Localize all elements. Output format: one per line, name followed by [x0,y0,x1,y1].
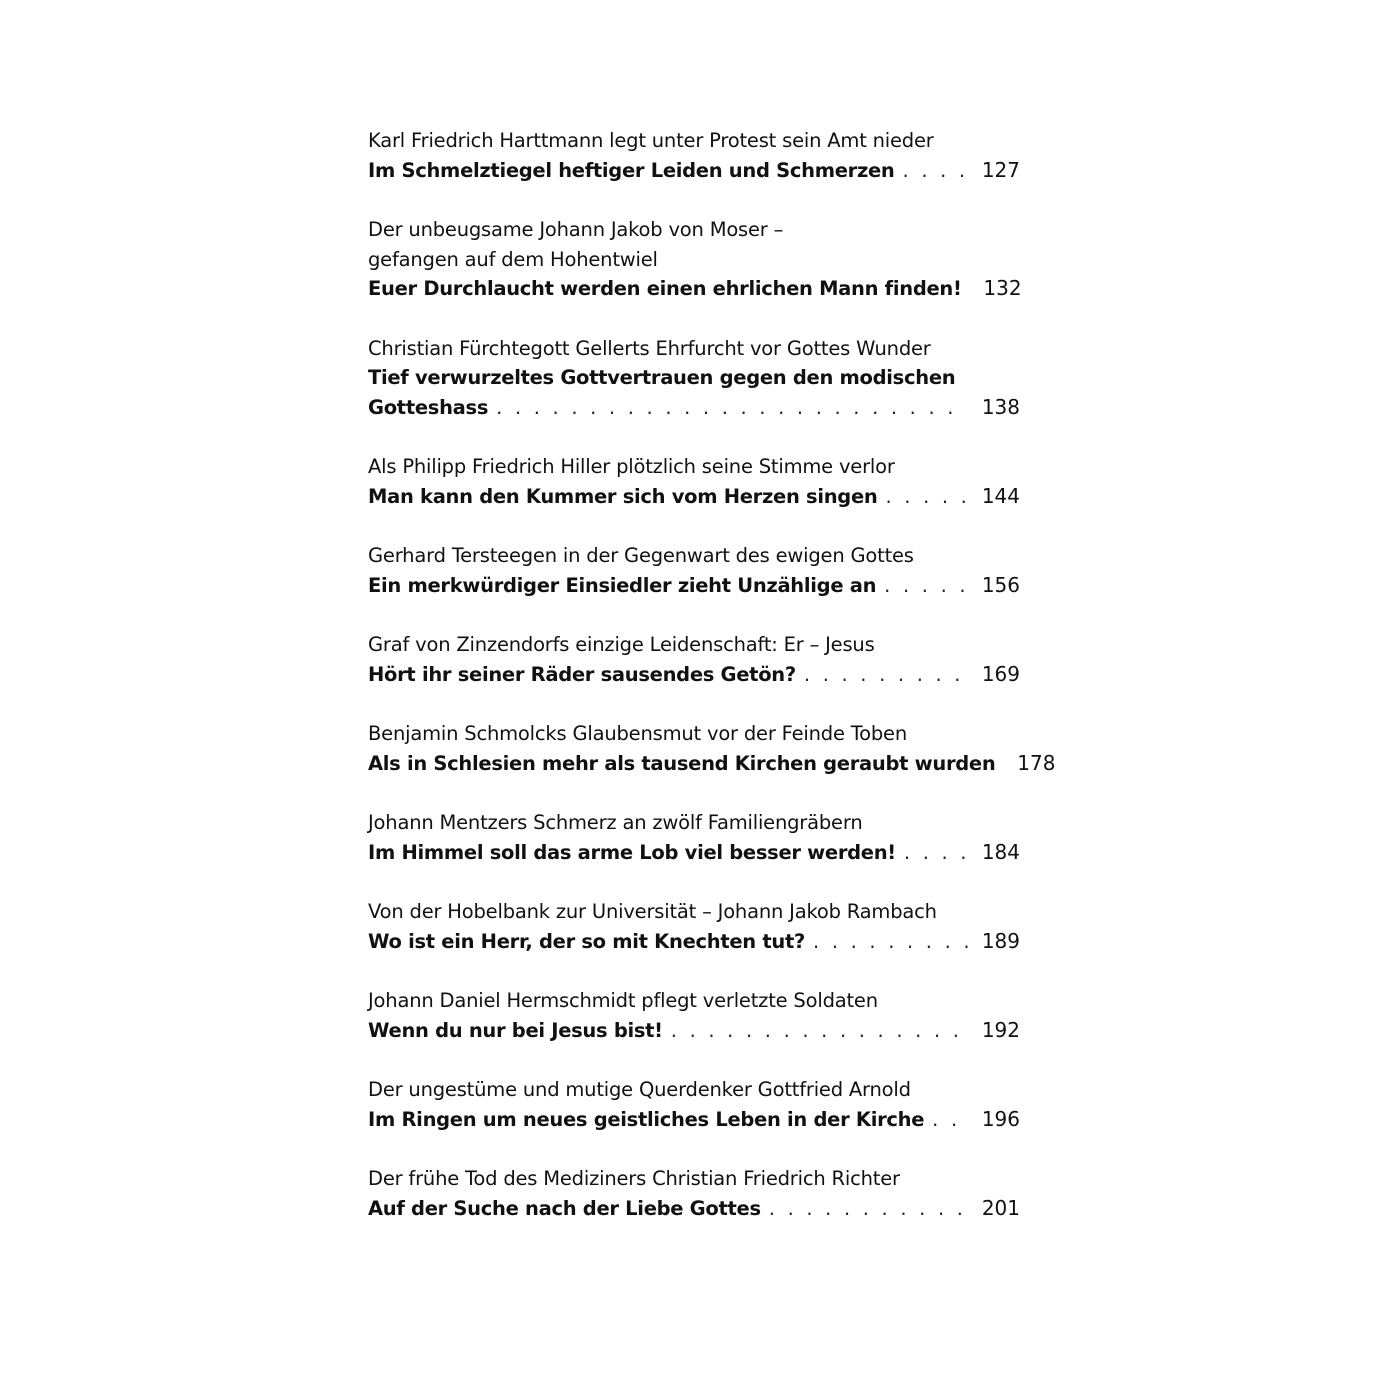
dot-leader [904,838,968,868]
toc-entry [368,541,1020,600]
page-number: 192 [981,1017,1020,1042]
toc-entry [368,719,1056,778]
toc-entry [368,452,1020,511]
entry-title-row [368,482,1020,512]
entry-title: Im Himmel soll das arme Lob viel besser werden! [368,840,896,864]
entry-title: Gotteshass [368,395,489,419]
dot-leader [884,571,968,601]
entry-title-row [368,571,1020,601]
entry-subtitle: Johann Daniel Hermschmidt pflegt verletzte Soldaten [368,989,878,1012]
table-of-contents [368,126,1056,1253]
entry-title-row [368,156,1020,186]
page-number: 132 [983,276,1022,300]
dot-leader [671,1016,968,1046]
toc-entry [368,986,1020,1045]
entry-title-row [368,660,1020,690]
page-number: 169 [981,661,1020,686]
entry-title: Im Ringen um neues geistliches Leben in der Kirche [368,1107,925,1131]
toc-entry [368,1164,1020,1223]
page-number: 184 [981,839,1020,864]
page-number: 201 [981,1195,1020,1220]
entry-title: Euer Durchlaucht werden einen ehrlichen Mann finden! [368,277,962,300]
page-number: 178 [1017,750,1056,775]
page-number: 127 [981,157,1020,182]
entry-subtitle: Graf von Zinzendorfs einzige Leidenschaft: Er – Jesus [368,633,875,656]
entry-subtitle: Der ungestüme und mutige Querdenker Gottfried Arnold [368,1078,911,1101]
entry-subtitle: Christian Fürchtegott Gellerts Ehrfurcht vor Gottes Wunder [368,336,931,360]
page-number: 189 [981,928,1020,953]
entry-title: Man kann den Kummer sich vom Herzen singen [368,484,878,508]
entry-title: Hört ihr seiner Räder sausendes Getön? [368,662,796,686]
entry-title-row [368,1194,1020,1224]
entry-title-row [368,1016,1020,1046]
toc-entry [368,215,1020,304]
entry-subtitle: Als Philipp Friedrich Hiller plötzlich seine Stimme verlor [368,455,895,478]
entry-title: Auf der Suche nach der Liebe Gottes [368,1196,761,1220]
entry-subtitle: Der frühe Tod des Mediziners Christian Friedrich Richter [368,1167,900,1190]
entry-subtitle: Karl Friedrich Harttmann legt unter Protest sein Amt nieder [368,129,934,152]
entry-title-row [368,1105,1020,1135]
entry-title: Wo ist ein Herr, der so mit Knechten tut? [368,929,806,953]
toc-entry [368,630,1020,689]
dot-leader [903,156,968,186]
page-number: 156 [981,572,1020,597]
entry-title: Als in Schlesien mehr als tausend Kirchen geraubt wurden [368,751,996,775]
entry-subtitle: Benjamin Schmolcks Glaubensmut vor der Feinde Toben [368,722,908,745]
entry-subtitle: Der unbeugsame Johann Jakob von Moser – [368,218,784,241]
dot-leader [804,660,968,690]
entry-subtitle: Gerhard Tersteegen in der Gegenwart des ewigen Gottes [368,544,914,567]
toc-entry [368,897,1020,956]
dot-leader [885,482,968,512]
entry-subtitle: gefangen auf dem Hohentwiel [368,247,658,271]
page-number: 196 [981,1106,1020,1131]
dot-leader [932,1105,968,1135]
page-number: 138 [981,394,1020,419]
entry-title-row [368,393,1020,423]
entry-title-row [368,274,1020,304]
entry-title: Wenn du nur bei Jesus bist! [368,1018,663,1042]
entry-title: Im Schmelztiegel heftiger Leiden und Schmerzen [368,158,895,182]
entry-subtitle: Von der Hobelbank zur Universität – Johann Jakob Rambach [368,900,937,923]
entry-title-row [368,927,1020,957]
entry-title: Ein merkwürdiger Einsiedler zieht Unzählige an [368,573,877,597]
entry-subtitle: Johann Mentzers Schmerz an zwölf Familiengräbern [368,811,863,834]
toc-entry [368,808,1020,867]
toc-entry [368,1075,1020,1134]
entry-title-row [368,838,1020,868]
dot-leader [496,393,968,423]
entry-title-line: Tief verwurzeltes Gottvertrauen gegen den modischen [368,366,956,389]
toc-entry [368,334,1020,423]
entry-title-row [368,749,1056,779]
toc-entry [368,126,1020,185]
page-number: 144 [981,483,1020,508]
dot-leader [769,1194,968,1224]
dot-leader [813,927,968,957]
